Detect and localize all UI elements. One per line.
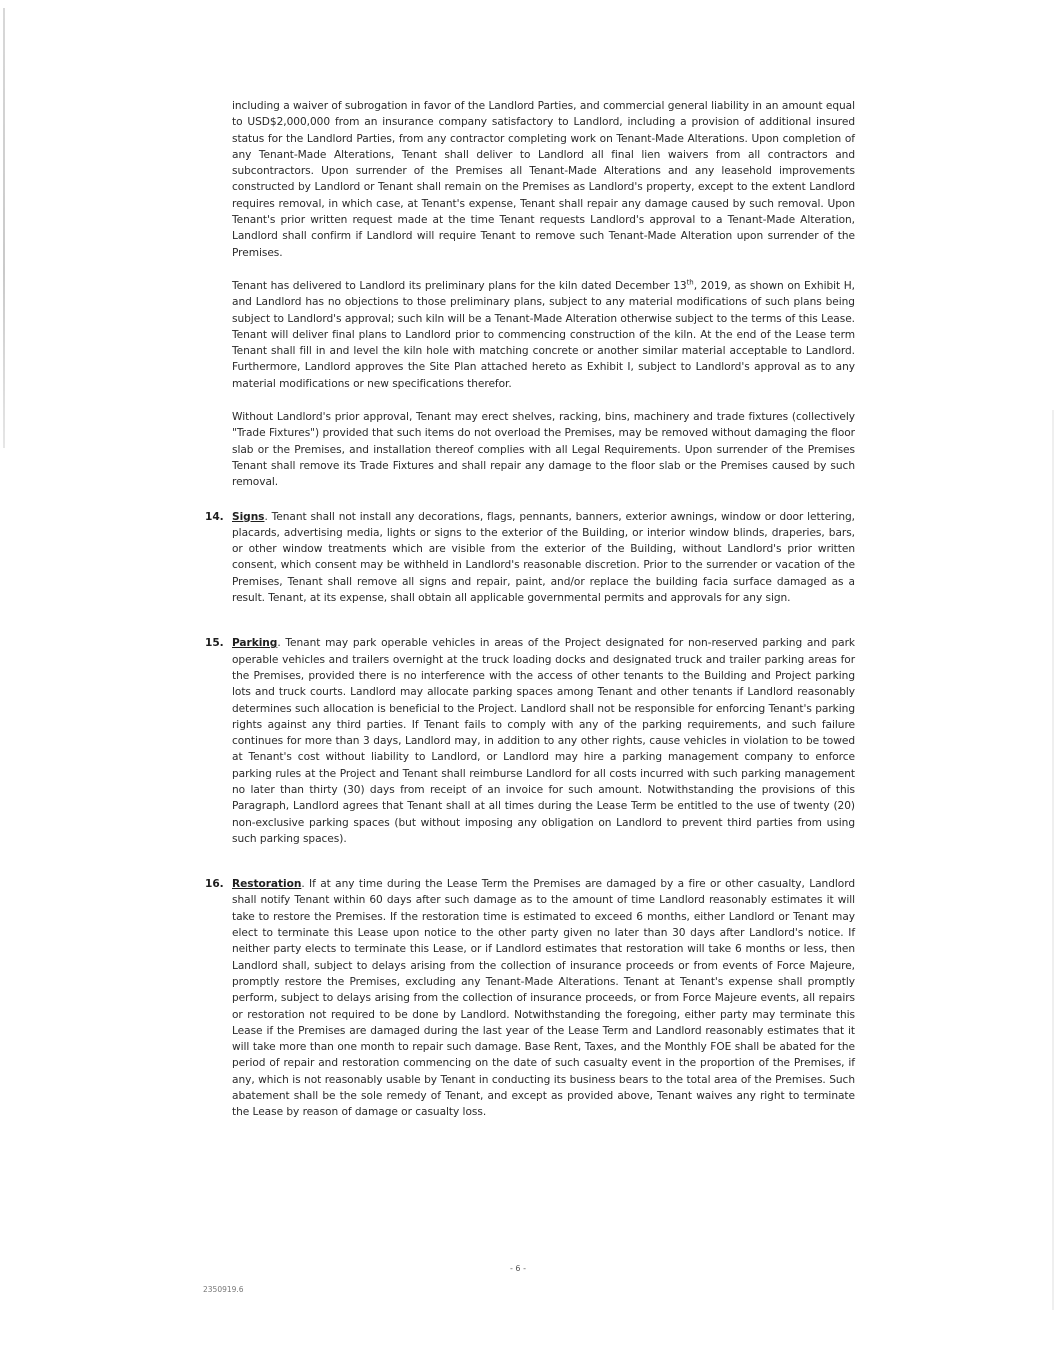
section-number: 14. [205, 510, 224, 523]
section-number: 16. [205, 878, 224, 891]
paragraph-alterations-continued: including a waiver of subrogation in favor of the Landlord Parties, and commercial general liability in an amount equal to USD$2,000,000 from an insurance company satisfactory to Landlord, including a provision of additional insured status for the Landlord Parties, from any contractor completing work on Tenant-Made Alterations. Upon completion of any Tenant-Made Alterations, Tenant shall deliver to Landlord all final lien waivers from all contractors and subcontractors. Upon surrender of the Premises all Tenant-Made Alterations and any leasehold improvements constructed by Landlord or Tenant shall remain on the Premises as Landlord's property, except to the extent Landlord requires removal, in which case, at Tenant's expense, Tenant shall repair any damage caused by such removal. Upon Tenant's prior written request made at the time Tenant requests Landlord's approval to a Tenant-Made Alteration, Landlord shall confirm if Landlord will require Tenant to remove such Tenant-Made Alteration upon surrender of the Premises. [232, 100, 855, 259]
section-title-restoration: Restoration [232, 878, 302, 891]
kiln-text-start: Tenant has delivered to Landlord its preliminary plans for the kiln dated December 13 [232, 279, 687, 292]
section-title-signs: Signs [232, 510, 265, 523]
kiln-text-end: , 2019, as shown on Exhibit H, and Landlord has no objections to those preliminary plans, subject to any material modifications of such plans being subject to Landlord's approval; such kiln will be a Tenant-Made Alteration otherwise subject to the terms of this Lease. Tenant will deliver final plans to Landlord prior to commencing construction of the kiln. At the end of the Lease term Tenant shall fill in and level the kiln hole with matching concrete or another similar material acceptable to Landlord. Furthermore, Landlord approves the Site Plan attached hereto as Exhibit I, subject to Landlord's approval as to any material modifications or new specifications therefor. [232, 279, 855, 390]
document-id: 2350919.6 [203, 1285, 244, 1294]
scan-edge-left [3, 8, 5, 448]
section-parking [205, 635, 855, 847]
section-restoration [205, 876, 855, 1120]
page-number: - 6 - [510, 1264, 526, 1273]
paragraph-kiln-plans [232, 278, 855, 392]
section-signs [205, 509, 855, 607]
section-body: . Tenant shall not install any decorations, flags, pennants, banners, exterior awnings, window or door lettering, placards, advertising media, lights or signs to the exterior of the Building, or interior window blinds, draperies, bars, or other window treatments which are visible from the exterior of the Building, without Landlord's prior written consent, which consent may be withheld in Landlord's reasonable discretion. Prior to the surrender or vacation of the Premises, Tenant shall remove all signs and repair, paint, and/or replace the building facia surface damaged as a result. Tenant, at its expense, shall obtain all applicable governmental permits and approvals for any sign. [232, 510, 855, 605]
document-page [205, 98, 855, 1121]
section-body: . Tenant may park operable vehicles in areas of the Project designated for non-reserved parking and park operable vehicles and trailers overnight at the truck loading docks and designated truck and trailer parking areas for the Premises, provided there is no interference with the access of other tenants to the Building and Project parking lots and truck courts. Landlord may allocate parking spaces among Tenant and other tenants if Landlord reasonably determines such allocation is beneficial to the Project. Landlord shall not be responsible for enforcing Tenant's parking rights against any third parties. If Tenant fails to comply with any of the parking requirements, and such failure continues for more than 3 days, Landlord may, in addition to any other rights, cause vehicles in violation to be towed at Tenant's cost without liability to Landlord, or Landlord may hire a parking management company to enforce parking rules at the Project and Tenant shall reimburse Landlord for all costs incurred with such parking management no later than thirty (30) days from receipt of an invoice for such amount. Notwithstanding the provisions of this Paragraph, Landlord agrees that Tenant shall at all times during the Lease Term be entitled to the use of twenty (20) non-exclusive parking spaces (but without imposing any obligation on Landlord to prevent third parties from using such parking spaces). [232, 637, 855, 845]
section-body: . If at any time during the Lease Term the Premises are damaged by a fire or other casualty, Landlord shall notify Tenant within 60 days after such damage as to the amount of time Landlord reasonably estimates it will take to restore the Premises. If the restoration time is estimated to exceed 6 months, either Landlord or Tenant may elect to terminate this Lease upon notice to the other party given no later than 30 days after Landlord's notice. If neither party elects to terminate this Lease, or if Landlord estimates that restoration will take 6 months or less, then Landlord shall, subject to delays arising from the collection of insurance proceeds or from events of Force Majeure, promptly restore the Premises, excluding any Tenant-Made Alterations. Tenant at Tenant's expense shall promptly perform, subject to delays arising from the collection of insurance proceeds, or from Force Majeure events, all repairs or restoration not required to be done by Landlord. Notwithstanding the foregoing, either party may terminate this Lease if the Premises are damaged during the last year of the Lease Term and Landlord reasonably estimates that it will take more than one month to repair such damage. Base Rent, Taxes, and the Monthly FOE shall be abated for the period of repair and restoration commencing on the date of such casualty event in the proportion of the Premises, if any, which is not reasonably usable by Tenant in conducting its business bears to the total area of the Premises. Such abatement shall be the sole remedy of Tenant, and except as provided above, Tenant waives any right to terminate the Lease by reason of damage or casualty loss. [232, 878, 855, 1119]
paragraph-trade-fixtures: Without Landlord's prior approval, Tenant may erect shelves, racking, bins, machinery and trade fixtures (collectively "Trade Fixtures") provided that such items do not overload the Premises, may be removed without damaging the floor slab or the Premises, and installation thereof complies with all Legal Requirements. Upon surrender of the Premises Tenant shall remove its Trade Fixtures and shall repair any damage to the floor slab or the Premises caused by such removal. [232, 411, 855, 489]
section-number: 15. [205, 637, 224, 650]
ordinal-superscript: th [686, 278, 694, 287]
scan-edge-right [1052, 410, 1054, 1310]
section-title-parking: Parking [232, 637, 278, 650]
